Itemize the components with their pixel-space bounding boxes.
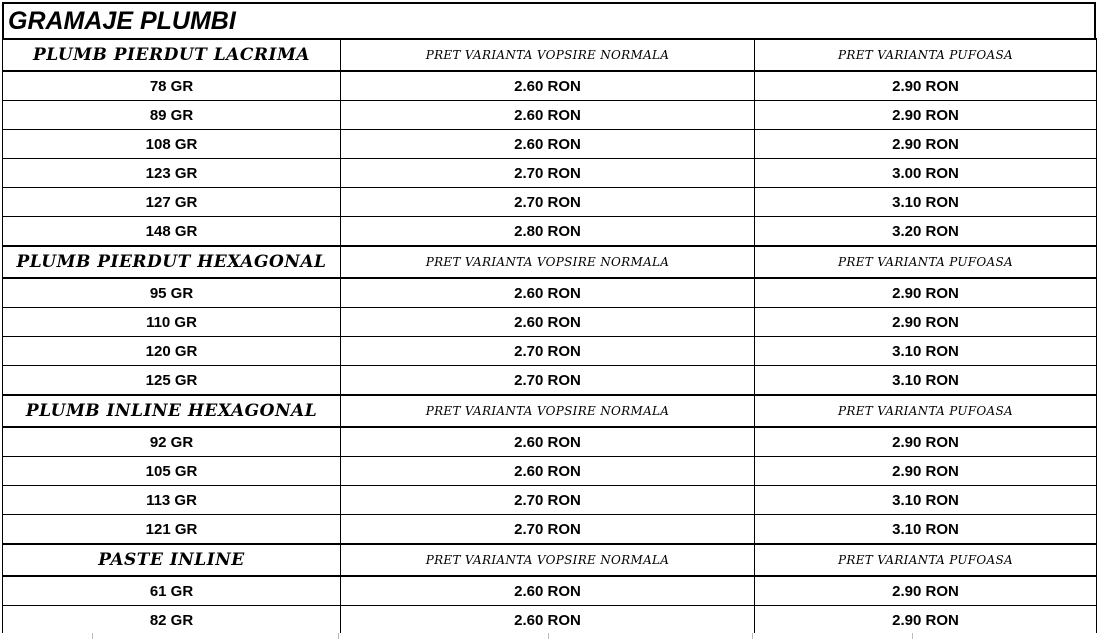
price-table [2,38,1097,635]
section-header-row [3,39,1097,71]
weight-cell: 123 GR [3,159,341,188]
price-normal-cell: 2.60 RON [341,427,755,457]
table-row [3,606,1097,635]
table-row [3,427,1097,457]
column-header-pufoasa: PRET VARIANTA PUFOASA [755,39,1097,71]
weight-cell: 105 GR [3,457,341,486]
price-pufoasa-cell: 3.10 RON [755,486,1097,515]
weight-cell: 121 GR [3,515,341,545]
section-name: PLUMB INLINE HEXAGONAL [3,395,341,427]
price-normal-cell: 2.60 RON [341,130,755,159]
price-normal-cell: 2.60 RON [341,576,755,606]
table-row [3,337,1097,366]
weight-cell: 110 GR [3,308,341,337]
table-row [3,278,1097,308]
price-pufoasa-cell: 3.00 RON [755,159,1097,188]
price-normal-cell: 2.60 RON [341,278,755,308]
column-header-normal: PRET VARIANTA VOPSIRE NORMALA [341,39,755,71]
table-row [3,308,1097,337]
table-row [3,71,1097,101]
grid-tick [912,633,913,639]
bottom-margin [0,633,1100,639]
weight-cell: 82 GR [3,606,341,635]
price-pufoasa-cell: 3.10 RON [755,337,1097,366]
price-pufoasa-cell: 2.90 RON [755,576,1097,606]
column-header-normal: PRET VARIANTA VOPSIRE NORMALA [341,246,755,278]
price-normal-cell: 2.70 RON [341,188,755,217]
price-normal-cell: 2.80 RON [341,217,755,247]
column-header-pufoasa: PRET VARIANTA PUFOASA [755,544,1097,576]
section-header-row [3,246,1097,278]
grid-tick [752,633,753,639]
price-pufoasa-cell: 2.90 RON [755,101,1097,130]
price-pufoasa-cell: 2.90 RON [755,457,1097,486]
price-normal-cell: 2.60 RON [341,606,755,635]
table-row [3,515,1097,545]
grid-tick [338,633,339,639]
table-row [3,101,1097,130]
price-pufoasa-cell: 2.90 RON [755,606,1097,635]
weight-cell: 113 GR [3,486,341,515]
section-name: PLUMB PIERDUT LACRIMA [3,39,341,71]
weight-cell: 95 GR [3,278,341,308]
weight-cell: 78 GR [3,71,341,101]
section-name: PLUMB PIERDUT HEXAGONAL [3,246,341,278]
weight-cell: 89 GR [3,101,341,130]
grid-tick [92,633,93,639]
price-normal-cell: 2.60 RON [341,308,755,337]
table-row [3,159,1097,188]
price-pufoasa-cell: 2.90 RON [755,130,1097,159]
price-normal-cell: 2.70 RON [341,515,755,545]
section-name: PASTE INLINE [3,544,341,576]
price-pufoasa-cell: 3.20 RON [755,217,1097,247]
column-header-pufoasa: PRET VARIANTA PUFOASA [755,395,1097,427]
page-title: GRAMAJE PLUMBI [2,2,1096,38]
grid-tick [548,633,549,639]
weight-cell: 125 GR [3,366,341,396]
price-pufoasa-cell: 2.90 RON [755,427,1097,457]
price-pufoasa-cell: 2.90 RON [755,278,1097,308]
table-row [3,457,1097,486]
price-normal-cell: 2.60 RON [341,101,755,130]
section-header-row [3,395,1097,427]
price-pufoasa-cell: 2.90 RON [755,71,1097,101]
weight-cell: 120 GR [3,337,341,366]
weight-cell: 108 GR [3,130,341,159]
table-row [3,188,1097,217]
price-normal-cell: 2.60 RON [341,71,755,101]
weight-cell: 92 GR [3,427,341,457]
price-normal-cell: 2.60 RON [341,457,755,486]
price-normal-cell: 2.70 RON [341,486,755,515]
price-pufoasa-cell: 3.10 RON [755,188,1097,217]
price-pufoasa-cell: 2.90 RON [755,308,1097,337]
price-normal-cell: 2.70 RON [341,366,755,396]
column-header-pufoasa: PRET VARIANTA PUFOASA [755,246,1097,278]
price-normal-cell: 2.70 RON [341,337,755,366]
price-normal-cell: 2.70 RON [341,159,755,188]
column-header-normal: PRET VARIANTA VOPSIRE NORMALA [341,395,755,427]
price-pufoasa-cell: 3.10 RON [755,366,1097,396]
weight-cell: 61 GR [3,576,341,606]
table-row [3,486,1097,515]
price-pufoasa-cell: 3.10 RON [755,515,1097,545]
table-row [3,130,1097,159]
section-header-row [3,544,1097,576]
table-row [3,366,1097,396]
weight-cell: 148 GR [3,217,341,247]
table-row [3,576,1097,606]
weight-cell: 127 GR [3,188,341,217]
column-header-normal: PRET VARIANTA VOPSIRE NORMALA [341,544,755,576]
table-row [3,217,1097,247]
